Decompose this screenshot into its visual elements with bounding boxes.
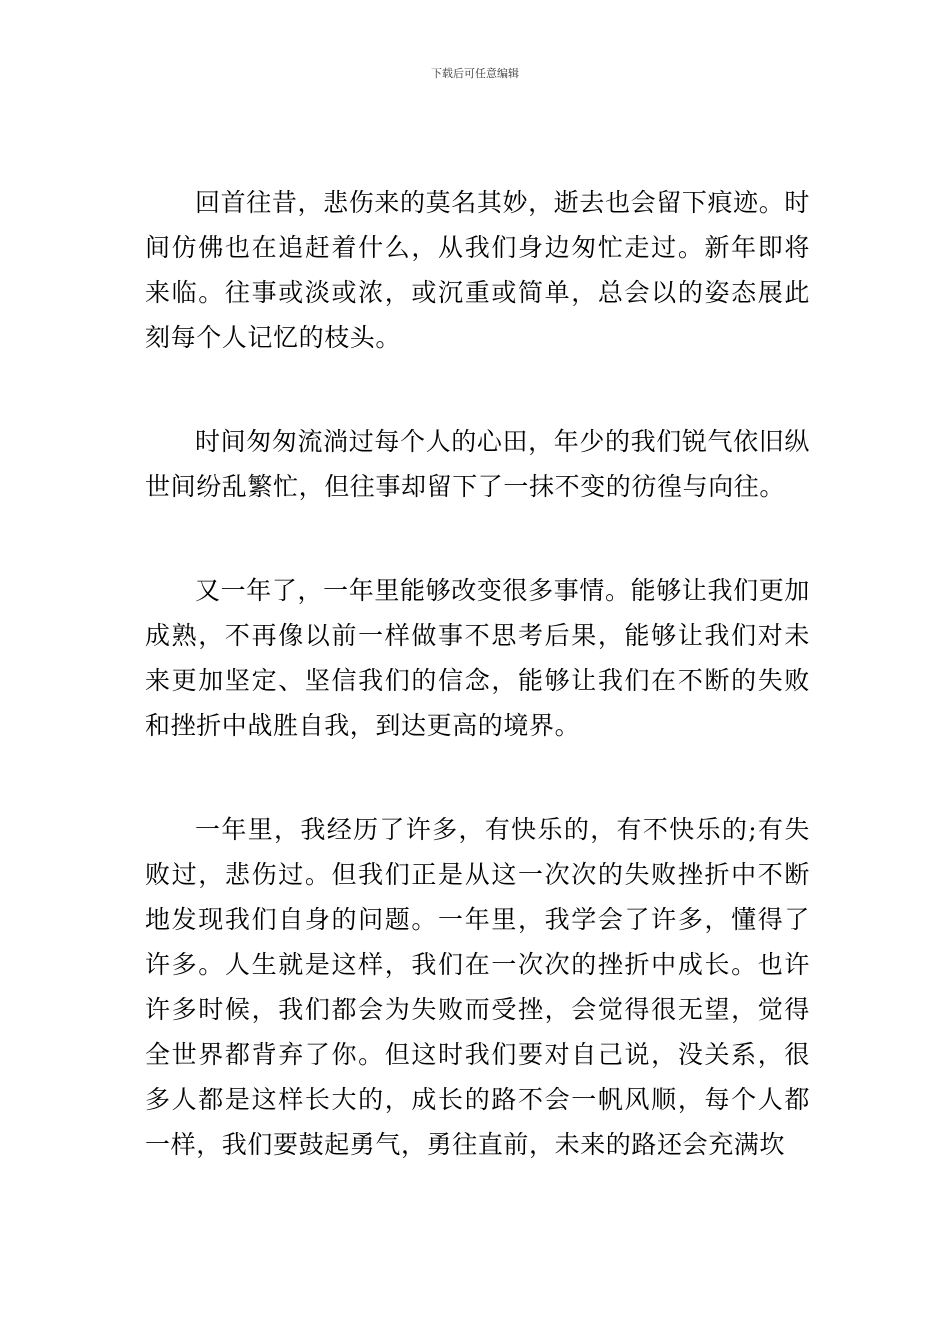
paragraph-3: 又一年了，一年里能够改变很多事情。能够让我们更加成熟，不再像以前一样做事不思考后果，能够让我们对未来更加坚定、坚信我们的信念，能够让我们在不断的失败和挫折中战胜自我，到达更高的境界。 — [145, 576, 810, 740]
paragraph-2: 时间匆匆流淌过每个人的心田，年少的我们锐气依旧纵世间纷乱繁忙，但往事却留下了一抹不变的彷徨与向往。 — [145, 427, 810, 501]
document-body — [145, 180, 810, 1167]
header-note: 下载后可任意编辑 — [431, 67, 519, 80]
paragraph-4: 一年里，我经历了许多，有快乐的，有不快乐的;有失败过，悲伤过。但我们正是从这一次次的失败挫折中不断地发现我们自身的问题。一年里，我学会了许多，懂得了许多。人生就是这样，我们在一次次的挫折中成长。也许许多时候，我们都会为失败而受挫，会觉得很无望，觉得全世界都背弃了你。但这时我们要对自己说，没关系，很多人都是这样长大的，成长的路不会一帆风顺，每个人都一样，我们要鼓起勇气，勇往直前，未来的路还会充满坎 — [145, 815, 810, 1159]
paragraph-1: 回首往昔，悲伤来的莫名其妙，逝去也会留下痕迹。时间仿佛也在追赶着什么，从我们身边匆忙走过。新年即将来临。往事或淡或浓，或沉重或简单，总会以的姿态展此刻每个人记忆的枝头。 — [145, 188, 810, 352]
